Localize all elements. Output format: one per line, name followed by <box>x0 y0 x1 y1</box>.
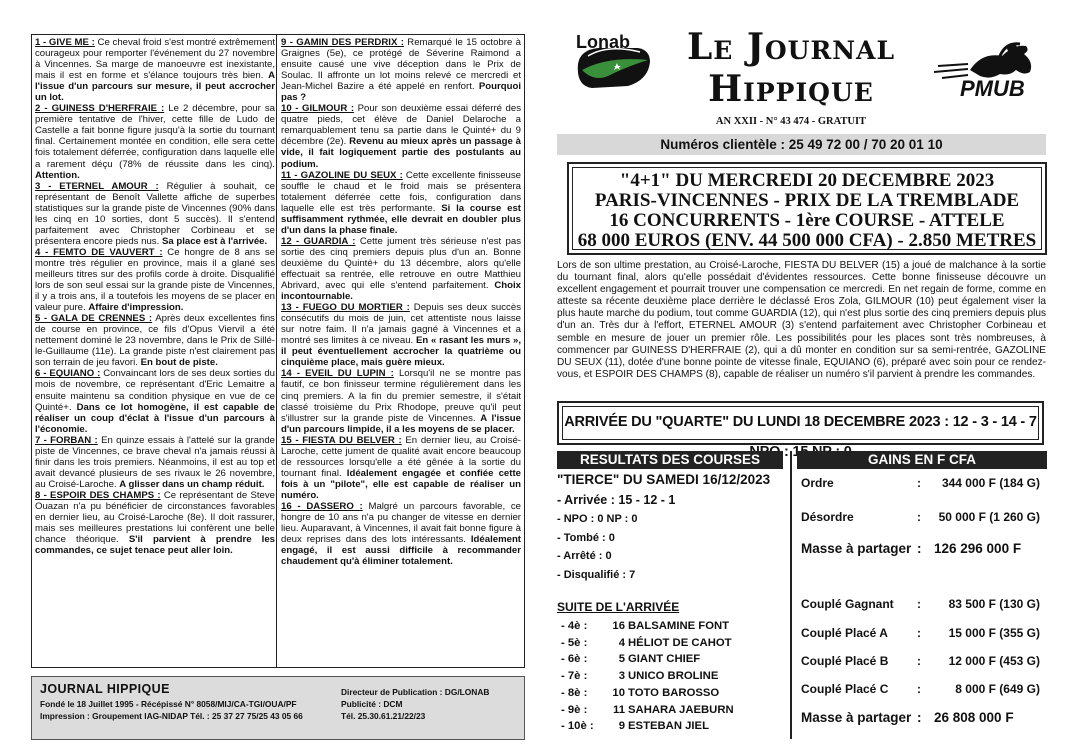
gain-value: 15 000 F (355 G) <box>948 626 1040 640</box>
horse-verdict: Choix incontournable. <box>281 280 521 303</box>
horse-name: 13 - FUEGO DU MORTIER : <box>281 302 410 314</box>
tierce-title: "TIERCE" DU SAMEDI 16/12/2023 <box>557 472 771 487</box>
horse-name: 16 - DASSERO : <box>281 500 363 512</box>
horse-comment: Après deux excellentes fins de course en province, ce fils d'Opus Viervil a été nettement dominé le 23 novembre, dans le Prix de Sillé-le-Guillaume (11e). La grande piste n'est clairement pas son terrain de jeu favori. <box>35 313 275 369</box>
gain-value: 26 808 000 F <box>934 710 1014 725</box>
horse-name: 1 - GIVE ME : <box>35 37 95 48</box>
horse-entry <box>35 247 275 313</box>
horse-number: 16 <box>612 620 625 632</box>
horse-comment: Lorsqu'il ne se montre pas fautif, ce bon finisseur termine régulièrement dans les cinq premiers. A la fin du premier semestre, il s'était classé troisième du Prix Rhodope, preuve qu'il peut s'illustrer sur la grande piste de Vincennes. <box>281 368 521 424</box>
horse-verdict: S'il parvient à prendre les commandes, ce sujet tenace peut aller loin. <box>35 534 275 557</box>
horse-comment: Cette jument très sérieuse n'est pas sortie des cinq premiers depuis plus d'un an. Bonne deuxième du Quinté+ du 13 décembre, alors qu'elle effectuait sa rentrée, elle retrouve en outre Matthieu Abrivard, avec qui elle s'entend parfaitement. <box>281 235 521 292</box>
horse-name: 4 - FEMTO DE VAUVERT : <box>35 246 163 258</box>
gain-label: Masse à partager <box>801 541 912 556</box>
founding-line: Fondé le 18 Juillet 1995 - Récépissé N° 8058/MIJ/CA-TGI/OUA/PF <box>40 699 297 709</box>
publication-info-box <box>31 676 525 740</box>
suite-row <box>561 670 786 686</box>
race-preview-paragraph: Lors de son ultime prestation, au Croisé-Laroche, FIESTA DU BELVER (15) a joué de malchance à la sortie du tournant final, alors qu'elle possédait d'évidentes ressources. Cette bonne finisseuse découvre un excellent engagement et pourrait trouver une compensation ce mercredi. En net regain de forme, comme en atteste sa récente deuxième place derrière le déclassé Eros Zola, GILMOUR (10) peut également viser la plus haute marche du podium, tout comme GUARDIA (12), qui n'est plus sortie des cinq premiers depuis plus d'un an. Très dur à l'effort, ETERNEL AMOUR (3) s'entend parfaitement avec Christopher Corbineau et semble en mesure de jouer un premier rôle. Les possibilités pour les places sont très nombreuses, à commencer par GUINESS D'HERFRAIE (2), qui a dû monter en condition sur sa semi-rentrée, GAZOLINE DU SEUX (11), dotée d'une bonne pointe de vitesse finale, EQUIANO (6), préparé avec soin pour ce rendez-vous, et ESPOIR DES CHAMPS (8), capable de réaliser un numéro s'il parvient à prendre les commandes. <box>557 260 1046 380</box>
gain-value: 50 000 F (1 260 G) <box>938 510 1040 524</box>
gain-value: 8 000 F (649 G) <box>955 682 1040 696</box>
horse-entry <box>281 236 521 302</box>
masthead-title-line2: Hippique <box>708 68 874 110</box>
gain-colon: : <box>917 626 921 640</box>
suite-row <box>561 720 786 736</box>
gain-colon: : <box>917 597 921 611</box>
horse-commentary-box <box>31 34 525 668</box>
gain-label: Couplé Gagnant <box>801 597 894 611</box>
race-bet-date: "4+1" DU MERCREDI 20 DECEMBRE 2023 <box>619 170 995 191</box>
gain-row <box>801 510 1046 528</box>
horse-comment: Ce cheval froid s'est montré extrêmement courageux pour remporter l'événement du 27 novembre à Vincennes. Sa marge de manoeuvre est inexistante, mais il est en forme et s'élance toujours très bien. <box>35 37 275 82</box>
race-purse-distance: 68 000 EUROS (ENV. 44 500 000 CFA) - 2.850 METRES <box>577 230 1037 251</box>
horse-comment: Ce hongre de 8 ans se montre très régulier en province, mais il a glané ses meilleurs titres sur des profils corde à droite. Disqualifié lors de son seul essai sur la grande piste de Vincennes, il y a trois ans, il a toutefois les moyens de se placer en valeur pure. <box>35 246 275 314</box>
horse-name: 3 - ETERNEL AMOUR : <box>35 180 159 192</box>
horse-number: 4 <box>618 636 625 649</box>
horse-name: 2 - GUINESS D'HERFRAIE : <box>35 103 165 115</box>
horse-name: 6 - EQUIANO : <box>35 368 101 380</box>
horse-verdict: Idéalement engagé, il est aussi difficile à recommander chaudement qu'à éliminer totalement. <box>281 534 521 568</box>
commentary-column-1 <box>35 37 275 556</box>
horse-name: 14 - EVEIL DU LUPIN : <box>281 368 394 380</box>
gain-label: Désordre <box>801 510 854 524</box>
issue-number: AN XXII - N° 43 474 - GRATUIT <box>715 116 867 127</box>
gain-row <box>801 626 1046 644</box>
gain-value: 12 000 F (453 G) <box>948 654 1040 668</box>
publication-name: JOURNAL HIPPIQUE <box>40 682 170 696</box>
horse-comment: Régulier à souhait, ce représentant de Benoît Vallette affiche de superbes statistiques sur la grande piste de Vincennes (90% dans les cinq en 10 sorties, dont 5 succès). Il s'entend parfaitement avec Christopher Corbineau et se présentera encore pieds nus. <box>35 180 275 247</box>
printing-line: Impression : Groupement IAG-NIDAP Tél. : 25 37 27 75/25 43 05 66 <box>40 711 303 721</box>
masthead-title-line1: Le Journal <box>686 26 896 68</box>
horse-verdict: Attention. <box>35 169 80 181</box>
gain-row <box>801 597 1046 615</box>
horse-verdict: Si la course est suffisamment rythmée, elle devrait en doubler plus d'un dans la phase finale. <box>281 202 522 236</box>
suite-arrivee-title: SUITE DE L'ARRIVÉE <box>557 600 680 614</box>
gain-row <box>801 541 1046 559</box>
horse-entry <box>281 103 521 169</box>
horse-verdict: A l'issue d'un parcours limpide, il a les moyens de se placer. <box>281 412 522 435</box>
suite-row <box>561 653 786 669</box>
horse-number: 9 <box>618 720 625 733</box>
horse-name: ESTEBAN JIEL <box>628 720 709 733</box>
horse-entry <box>281 37 521 103</box>
horse-verdict: Affaire d'impression. <box>88 302 184 314</box>
gain-value: 344 000 F (184 G) <box>941 476 1040 490</box>
gain-label: Couplé Placé A <box>801 626 888 640</box>
horse-entry <box>35 181 275 247</box>
column-divider <box>276 35 277 667</box>
finish-place: - 7è : <box>561 670 588 683</box>
gain-row <box>801 476 1046 494</box>
horse-comment: Malgré un parcours favorable, ce hongre de 10 ans n'a pu changer de vitesse en dernier lieu. Auparavant, à Vincennes, il avait fait bonne figure à deux reprises dans des lots intéressants. <box>281 500 521 546</box>
horse-comment: Le 2 décembre, pour sa première tentative de l'hiver, cette fille de Ludo de Castelle a fait bonne figure jusqu'à la sortie du tournant final. Certainement montée en condition, elle sera cette fois totalement déferrée, configuration dans laquelle elle a rarement déçu (78% de réussite dans les cinq). <box>35 103 275 170</box>
finish-place: - 6è : <box>561 653 588 666</box>
suite-row <box>561 704 786 720</box>
horse-verdict: A glisser dans un champ réduit. <box>119 478 265 490</box>
gain-label: Couplé Placé C <box>801 682 889 696</box>
horse-name: 7 - FORBAN : <box>35 434 98 446</box>
finish-place: - 9è : <box>561 703 588 716</box>
gains-heading: GAINS EN F CFA <box>797 451 1047 469</box>
tierce-tombe: - Tombé : 0 <box>557 532 615 544</box>
horse-name: 8 - ESPOIR DES CHAMPS : <box>35 489 161 501</box>
gain-colon: : <box>917 710 922 725</box>
race-venue-prize: PARIS-VINCENNES - PRIX DE LA TREMBLADE <box>594 190 1020 211</box>
finish-place: - 10è : <box>561 720 594 733</box>
tierce-npo: - NPO : 0 NP : 0 <box>557 513 638 525</box>
horse-verdict: Revenu au mieux après un passage à vide, il fait logiquement partie des postulants au podium. <box>281 136 521 170</box>
horse-verdict: En bout de piste. <box>140 357 218 369</box>
horse-comment: Convaincant lors de ses deux sorties du mois de novembre, ce représentant d'Eric Lemaitre a ensuite maintenu sa condition physique en vue de ce Quinté+. <box>35 368 275 413</box>
commentary-column-2 <box>281 37 521 567</box>
horse-entry <box>281 368 521 434</box>
pmub-wordmark: PMUB <box>960 76 1025 101</box>
horse-verdict: A l'issue d'un parcours sur mesure, il peut accrocher un lot. <box>35 70 275 104</box>
horse-entry <box>35 435 275 490</box>
lonab-logo <box>568 30 656 98</box>
horse-verdict: Dans ce lot homogène, il est capable de réaliser un coup d'éclat à l'issue d'un parcours à l'économie. <box>35 401 275 435</box>
race-header-box <box>567 162 1047 255</box>
finish-place: - 4è : <box>561 620 588 632</box>
horse-entry <box>281 501 521 567</box>
horse-name: 12 - GUARDIA : <box>281 235 356 247</box>
race-runners-type: 16 CONCURRENTS - 1ère COURSE - ATTELE <box>609 210 1005 231</box>
gain-label: Ordre <box>801 476 834 490</box>
horse-comment: Ce représentant de Steve Ouazan n'a pu bénéficier de circonstances favorables en dernier lieu, au Croisé-Laroche (8e). Il doit rassurer, mais ses meilleures prestations lui confèrent une belle chance théorique. <box>35 489 276 546</box>
gain-row <box>801 682 1046 700</box>
director-line: Directeur de Publication : DG/LONAB <box>341 687 490 697</box>
horse-name: TOTO BAROSSO <box>628 686 720 699</box>
advertising-line: Publicité : DCM <box>341 699 403 709</box>
gain-label: Masse à partager <box>801 710 912 725</box>
horse-number: 5 <box>618 653 625 666</box>
horse-entry <box>281 302 521 368</box>
horse-number: 3 <box>618 670 625 683</box>
horse-name: SAHARA JAEBURN <box>628 703 734 716</box>
horse-name: BALSAMINE FONT <box>628 620 730 632</box>
gain-colon: : <box>917 510 921 524</box>
finish-place: - 8è : <box>561 686 588 699</box>
horse-comment: Pour son deuxième essai déferré des quatre pieds, cet élève de Daniel Delaroche a remarquablement tenu sa partie dans le Quinté+ du 9 décembre (2e). <box>281 103 521 148</box>
horse-entry <box>281 435 521 501</box>
horse-comment: En dernier lieu, au Croisé-Laroche, cette jument de qualité avait encore beaucoup de ressources lorsqu'elle a été gênée à la sortie du tournant final. <box>281 434 521 479</box>
gain-colon: : <box>917 654 921 668</box>
horse-name: 15 - FIESTA DU BELVER : <box>281 434 402 446</box>
pmub-logo <box>930 36 1050 102</box>
gain-row <box>801 710 1046 728</box>
horse-verdict: Idéalement engagée et confiée cette fois à un "pilote", elle est capable de réaliser un numéro. <box>281 467 521 501</box>
lonab-wordmark: Lonab <box>576 32 630 52</box>
horse-entry <box>35 313 275 368</box>
gain-label: Couplé Placé B <box>801 654 889 668</box>
gain-row <box>801 654 1046 672</box>
horse-name: 10 - GILMOUR : <box>281 103 355 115</box>
horse-verdict: En « rasant les murs », il peut éventuellement accrocher la quatrième ou cinquième place, mais guère mieux. <box>281 335 522 369</box>
suite-row <box>561 620 786 636</box>
gain-colon: : <box>917 476 921 490</box>
results-heading: RESULTATS DES COURSES <box>557 451 783 469</box>
suite-row <box>561 687 786 703</box>
quarte-result-text: ARRIVÉE DU "QUARTE" DU LUNDI 18 DECEMBRE 2023 : 12 - 3 - 14 - 7 : <box>562 406 1039 440</box>
contact-phone-line: Tél. 25.30.61.21/22/23 <box>341 711 426 721</box>
tierce-disqualifie: - Disqualifié : 7 <box>557 569 636 581</box>
horse-number: 11 <box>613 703 625 716</box>
results-divider <box>790 451 792 739</box>
horse-entry <box>35 37 275 103</box>
gain-colon: : <box>917 682 921 696</box>
horse-entry <box>35 368 275 434</box>
horse-verdict: Sa place est à l'arrivée. <box>161 235 268 247</box>
horse-entry <box>35 490 275 556</box>
horse-comment: Remarqué le 15 octobre à Graignes (5e), ce protégé de Séverine Raimond a ensuite causé une vive déception dans le Prix de Soulac. Il affronte un lot moins relevé ce mercredi et Jean-Michel Bazire a été appelé en renfort. <box>281 37 521 93</box>
gain-colon: : <box>917 541 922 556</box>
horse-comment: En quinze essais à l'attelé sur la grande piste de Vincennes, ce brave cheval n'a jamais réussi à finir dans les trois premiers. Néanmoins, il est au top et avait devancé plusieurs de ses rivaux le 26 novembre, au Croisé-Laroche. <box>35 434 275 490</box>
tierce-arrivee: - Arrivée : 15 - 12 - 1 <box>557 493 676 507</box>
suite-row <box>561 637 786 653</box>
horse-verdict: Pourquoi pas ? <box>281 81 521 104</box>
horse-name: UNICO BROLINE <box>628 670 719 683</box>
horse-entry <box>281 170 521 236</box>
horse-name: 11 - GAZOLINE DU SEUX : <box>281 169 403 181</box>
horse-entry <box>35 103 275 180</box>
tierce-arrete: - Arrêté : 0 <box>557 550 612 562</box>
gain-value: 126 296 000 F <box>934 541 1022 556</box>
horse-name: HÉLIOT DE CAHOT <box>628 636 732 649</box>
horse-name: 9 - GAMIN DES PERDRIX : <box>281 37 404 48</box>
horse-name: 5 - GALA DE CRENNES : <box>35 313 153 325</box>
gain-value: 83 500 F (130 G) <box>948 597 1040 611</box>
horse-comment: Depuis ses deux succès consécutifs du mois de juin, cet attentiste nous laisse sur notre faim. Il n'a jamais gagné à Vincennes et a montré ses limites à ce niveau. <box>281 302 521 347</box>
finish-place: - 5è : <box>561 636 588 649</box>
horse-name: GIANT CHIEF <box>628 653 701 666</box>
horse-comment: Cette excellente finisseuse souffle le chaud et le froid mais se présentera totalement déferrée cette fois, configuration dans laquelle elle est très performante. <box>281 169 521 214</box>
customer-phone-bar: Numéros clientèle : 25 49 72 00 / 70 20 01 10 <box>557 134 1046 155</box>
horse-number: 10 <box>612 686 625 699</box>
